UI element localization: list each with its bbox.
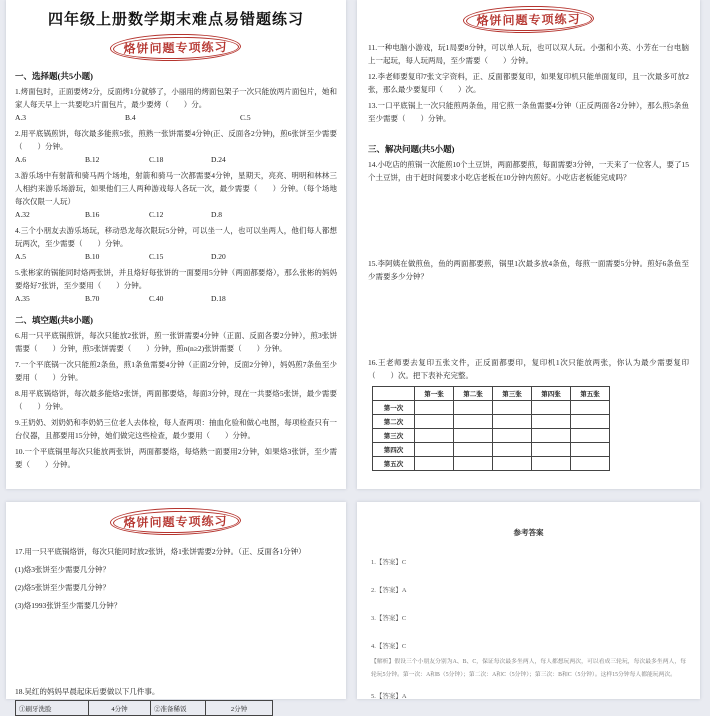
copy-schedule-table [372,386,610,471]
table-col-header: 第一张 [415,387,454,401]
options-row [15,250,337,263]
stamp-label: 烙饼问题专项练习 [113,35,239,59]
question-text: 4.三个小朋友去游乐场玩，移动恐龙每次限玩5分钟，可以坐一人，也可以坐两人，他们每人都想玩两次，至少需要（ ）分钟。 [15,226,337,248]
worksheet-page-1[interactable] [6,0,346,489]
table-empty-cell [571,401,610,415]
table-empty-cell [532,429,571,443]
option: C.5 [240,113,251,122]
table-empty-cell [415,401,454,415]
option: D.8 [211,210,223,219]
answer-item: 1.【答案】C [371,559,407,566]
options-row [15,153,337,166]
task-cell: ①刷牙洗脸 [16,701,89,716]
table-col-header: 第三张 [493,387,532,401]
question-text: 18.吴红的妈妈早晨起床后要做以下几件事。 [15,687,160,696]
question-text: 13.一口平底锅上一次只能煎两条鱼，用它煎一条鱼需要4分钟（正反两面各2分钟），那么煎5条鱼至少需要（ ）分钟。 [368,101,689,123]
table-header-row [373,387,610,401]
duration-cell: 2分钟 [206,701,273,716]
question-text: 11.一种电脑小游戏，玩1局要8分钟，可以单人玩，也可以双人玩。小强和小英、小芳在一台电脑上一起玩，每人玩两局，至少需要（ ）分钟。 [368,43,689,65]
option: B.70 [85,294,100,303]
answer-page[interactable] [357,502,700,699]
option: A.6 [15,155,27,164]
table-row [373,443,610,457]
sub-question-text: (1)烙3张饼至少需要几分钟？ [15,565,110,574]
section-heading-solve: 三、解决问题(共5小题) [368,144,455,154]
answer-space [368,184,689,254]
table-row [373,415,610,429]
table-empty-cell [454,401,493,415]
answer-item: 3.【答案】C [371,615,407,622]
options-row [15,208,337,221]
section-heading-fill: 二、填空题(共8小题) [15,315,93,325]
option: C.40 [149,294,164,303]
table-empty-cell [532,415,571,429]
morning-tasks-table [15,700,273,716]
answer-explanation: 【解析】假设三个小朋友分别为A、B、C，保证每次最多坐两人，每人都想玩两次，可以看成三轮玩，每次最多坐两人，每轮玩5分钟。第一次：A和B（5分钟）；第二次：A和C（5分钟）；第三次：B和C（5分钟）。这样15分钟每人都能玩两次。 [371,659,686,678]
table-empty-cell [493,443,532,457]
question-text: 10.一个平底锅里每次只能放两张饼，两面都要烙，每烙熟一面要用2分钟，如果烙3张饼，至少需要（ ）分钟。 [15,447,337,469]
table-empty-cell [454,457,493,471]
option: C.18 [149,155,164,164]
option: B.16 [85,210,100,219]
table-row [16,701,273,716]
table-row [373,429,610,443]
table-corner-cell [373,387,415,401]
question-text: 3.游乐场中有射箭和骑马两个场地，射箭和骑马一次都需要4分钟，星期天，亮亮、明明和林林三人相约来游乐场游玩，如果他们三人两种游戏每人各玩一次，最少需要（ ）分钟。（每个场地每次仅限一人玩） [15,171,337,206]
table-row-header: 第一次 [373,401,415,415]
option: B.10 [85,252,100,261]
question-text: 6.用一只平底锅煎饼，每次只能放2张饼，煎一张饼需要4分钟（正面、反面各要2分钟），煎3张饼需要（ ）分钟，煎5张饼需要（ ）分钟，煎n(n≥2)张饼需要（ ）分钟。 [15,331,337,353]
worksheet-page-2[interactable] [357,0,700,489]
table-empty-cell [415,429,454,443]
question-text: 16.王老师要去复印五张文件，正反面都要印，复印机1次只能放两张，你认为最少需要复印（ ）次。把下表补充完整。 [368,358,689,380]
table-col-header: 第二张 [454,387,493,401]
table-row [373,401,610,415]
question-text: 12.李老师要复印7张文字资料，正、反面都要复印，如果复印机只能单面复印，且一次最多可放2张，那么最少要复印（ ）次。 [368,72,689,94]
table-empty-cell [571,415,610,429]
page-title: 四年级上册数学期末难点易错题练习 [47,12,304,28]
question-text: 8.用平底锅烙饼，每次最多能烙2张饼，两面都要烙，每面3分钟，现在一共要烙5张饼，最少需要（ ）分钟。 [15,389,337,411]
option: A.5 [15,252,27,261]
option: A.35 [15,294,30,303]
table-empty-cell [415,457,454,471]
table-empty-cell [415,415,454,429]
sub-question-text: (2)烙5张饼至少需要几分钟？ [15,583,110,592]
table-empty-cell [493,429,532,443]
option: A.3 [15,113,27,122]
section-heading-choice: 一、选择题(共5小题) [15,71,93,81]
options-row [15,292,337,305]
stamp-row [368,6,689,33]
table-empty-cell [493,401,532,415]
stamp-label: 烙饼问题专项练习 [465,7,591,31]
red-oval-stamp [463,5,594,34]
sub-question-text: (3)烙1993张饼至少需要几分钟？ [15,601,122,610]
table-empty-cell [571,457,610,471]
answer-item: 5.【答案】A [371,693,407,700]
table-empty-cell [571,429,610,443]
question-text: 1.烤面包时，正面要烤2分，反面烤1分就够了，小丽用的烤面包架子一次只能放两片面包片，她和家人每天早上一共要吃3片面包片，最少要烤（ ）分。 [15,87,337,109]
answer-item: 4.【答案】C [371,643,407,650]
table-row-header: 第四次 [373,443,415,457]
table-row-header: 第三次 [373,429,415,443]
table-empty-cell [532,457,571,471]
table-empty-cell [415,443,454,457]
option: C.15 [149,252,164,261]
option: D.18 [211,294,226,303]
option: B.12 [85,155,100,164]
option: D.20 [211,252,226,261]
options-row [15,111,337,124]
question-text: 15.李阿姨在做煎鱼，鱼的两面都要煎，锅里1次最多放4条鱼，每煎一面需要5分钟。煎好6条鱼至少需要多少分钟？ [368,259,689,281]
answer-space [15,612,337,682]
answers-title: 参考答案 [513,528,544,537]
question-text: 7.一个平底锅一次只能煎2条鱼，煎1条鱼需要4分钟（正面2分钟，反面2分钟），妈妈煎7条鱼至少要用（ ）分钟。 [15,360,337,382]
table-row-header: 第五次 [373,457,415,471]
red-oval-stamp [110,33,241,62]
answer-item: 2.【答案】A [371,587,407,594]
question-text: 2.用平底锅煎饼，每次最多能煎5张，煎熟一张饼需要4分钟(正、反面各2分钟)，煎6张饼至少需要（ ）分钟。 [15,129,337,151]
stamp-row [15,34,337,61]
table-empty-cell [493,457,532,471]
option: C.12 [149,210,164,219]
table-row-header: 第二次 [373,415,415,429]
answer-space [368,283,689,353]
option: A.32 [15,210,30,219]
table-empty-cell [454,443,493,457]
table-empty-cell [454,415,493,429]
worksheet-page-3[interactable] [6,502,346,713]
question-text: 5.张彬家的锅能同时烙两张饼，并且烙好每张饼的一面要用5分钟（两面都要烙），那么张彬的妈妈要烙好7张饼，至少要用（ ）分钟。 [15,268,337,290]
table-empty-cell [454,429,493,443]
stamp-label: 烙饼问题专项练习 [113,509,239,533]
table-empty-cell [532,443,571,457]
red-oval-stamp [110,507,241,536]
table-empty-cell [571,443,610,457]
table-empty-cell [493,415,532,429]
table-empty-cell [532,401,571,415]
stamp-row [15,508,337,535]
table-col-header: 第四张 [532,387,571,401]
task-cell: ②准备稀饭 [151,701,206,716]
question-text: 14.小吃店的煎锅一次能煎10个土豆饼，两面都要煎，每面需要3分钟，一天来了一位客人，要了15个土豆饼，由于赶时间要求小吃店老板在10分钟内煎好。小吃店老板能完成吗？ [368,160,689,182]
duration-cell: 4分钟 [89,701,151,716]
question-text: 17.用一只平底锅烙饼，每次只能同时放2张饼，烙1张饼需要2分钟。（正、反面各1分钟） [15,547,306,556]
option: B.4 [125,113,136,122]
table-col-header: 第五张 [571,387,610,401]
option: D.24 [211,155,226,164]
table-row [373,457,610,471]
question-text: 9.王奶奶、刘奶奶和李奶奶三位老人去体检，每人查两项：抽血化验和做心电图，每项检查只有一台仪器，且都要用15分钟，她们做完这些检查，最少要用（ ）分钟。 [15,418,337,440]
